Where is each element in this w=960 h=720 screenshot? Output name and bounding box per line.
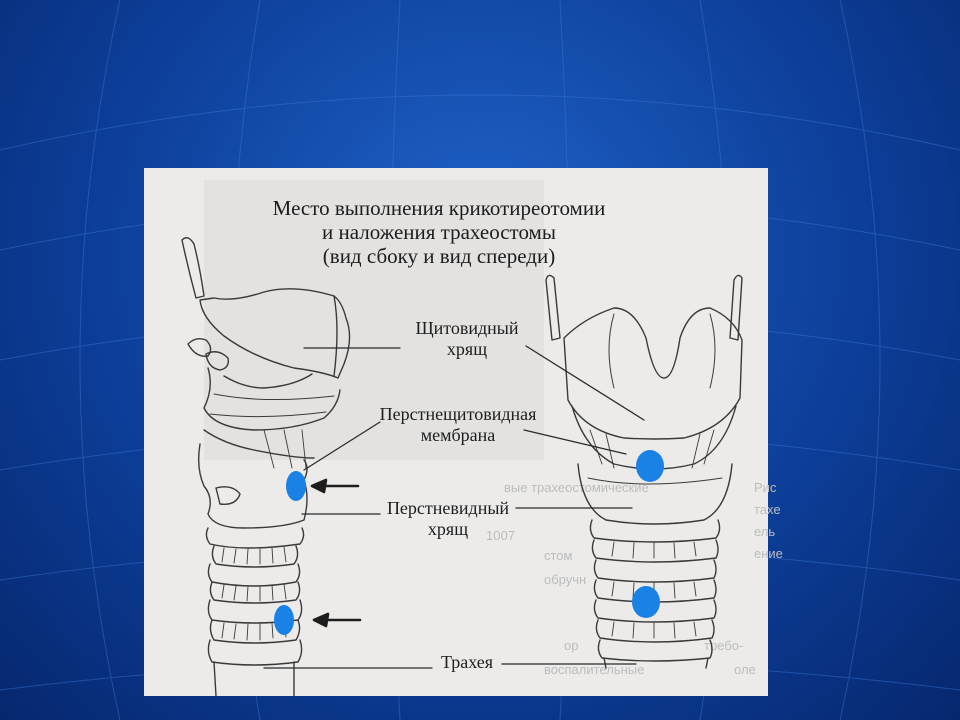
bleed-through-text: обручн (544, 572, 587, 587)
bleed-through-text: 1007 (486, 528, 515, 543)
bleed-through-text: стом (544, 548, 573, 563)
marker-cricothyroid-front (636, 450, 664, 482)
figure-title-line-2: и наложения трахеостомы (322, 220, 556, 244)
label-cricoid-line-1: Перстневидный (386, 498, 510, 518)
label-cricoid-cartilage (380, 498, 516, 540)
bleed-through-text: тахе (754, 502, 781, 517)
marker-cricothyroid-side (286, 471, 306, 501)
bleed-through-text: воспалительные (544, 662, 645, 677)
bleed-through-text: Рис (754, 480, 777, 495)
label-membrane-line-1: Перстнещитовидная (379, 404, 537, 424)
arrow-head (314, 614, 328, 626)
bleed-through-text: ор (564, 638, 579, 653)
label-membrane-line-2: мембрана (420, 425, 496, 445)
label-trachea: Трахея (440, 652, 494, 672)
anatomy-figure (144, 168, 783, 696)
label-thyroid-cartilage (402, 318, 532, 360)
marker-trachea-front (632, 586, 660, 618)
arrows (312, 480, 360, 626)
marker-trachea-side (274, 605, 294, 635)
figure-title-line-1: Место выполнения крикотиреотомии (272, 196, 606, 220)
bleed-through-text: вые трахеостомические (504, 480, 649, 495)
bleed-through-text: оле (734, 662, 756, 677)
bleed-through-text: требо- (704, 638, 744, 653)
label-thyroid-line-2: хрящ (446, 339, 488, 359)
label-cricoid-line-2: хрящ (427, 519, 469, 539)
label-cricothyroid-membrane (370, 404, 546, 446)
bleed-through-text: ение (754, 546, 783, 561)
label-thyroid-line-1: Щитовидный (415, 318, 519, 338)
arrow-head (312, 480, 326, 492)
bleed-through-text: ель (754, 524, 776, 539)
figure-title-line-3: (вид сбоку и вид спереди) (322, 244, 556, 268)
